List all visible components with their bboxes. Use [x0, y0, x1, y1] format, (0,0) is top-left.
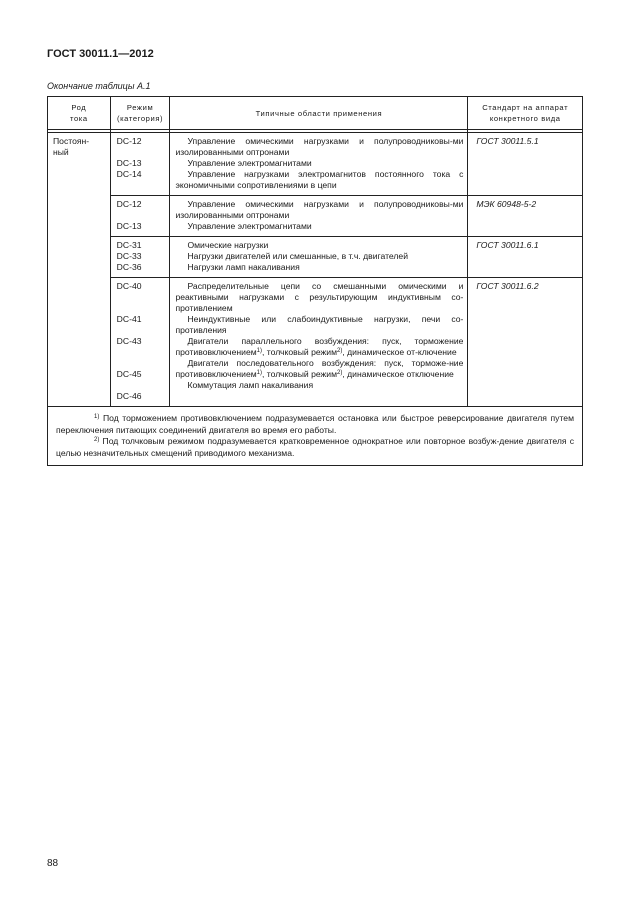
standards-table — [47, 96, 583, 466]
current-kind-cell: Постоян- ный — [48, 133, 111, 407]
document-title: ГОСТ 30011.1—2012 — [47, 48, 154, 60]
standard-cell: МЭК 60948-5-2 — [468, 196, 583, 237]
applications-cell: Распределительные цепи со смешанными омическими и реактивными нагрузками с результирующим индуктивным со-противлением Неиндуктивные или слабоиндуктивные нагрузки, печи со-противления Двигатели параллельного возбуждения: пуск, торможение противовключением$^{1)}$, толчковый режим$^{2)}$, динамическое от-ключение Двигатели последовательного возбуждения: пуск, торможе-ние противовключением$^{1)}$, толчковый режим$^{2)}$, динамическое отключение Коммутация ламп накаливания — [170, 278, 468, 407]
table-row — [48, 196, 583, 237]
header-applications: Типичные области применения — [170, 97, 468, 130]
footnote: $^{1)}$ Под торможением противовключением подразумевается остановка или быстрое реверсирование двигателя путем переключения питающих соединений двигателя во время его работы. — [56, 413, 574, 435]
standard-cell: ГОСТ 30011.5.1 — [468, 133, 583, 196]
standard-cell: ГОСТ 30011.6.1 — [468, 237, 583, 278]
mode-cell: DC-40 DC-41 DC-43 DC-45 DC-46 — [110, 278, 170, 407]
footnote-ref: 2) — [337, 348, 343, 354]
footnotes-cell — [48, 407, 583, 466]
footnote-ref: 2) — [337, 370, 343, 376]
footnote-ref: 1) — [256, 348, 263, 354]
footnote-ref: 1) — [256, 370, 263, 376]
table-row — [48, 133, 583, 196]
mode-cell: DC-12 DC-13 — [110, 196, 170, 237]
table-header-row — [48, 97, 583, 130]
table-caption: Окончание таблицы А.1 — [47, 81, 151, 91]
mode-cell: DC-31 DC-33 DC-36 — [110, 237, 170, 278]
table-row — [48, 237, 583, 278]
standard-cell: ГОСТ 30011.6.2 — [468, 278, 583, 407]
table-row — [48, 278, 583, 407]
applications-cell: Управление омическими нагрузками и полупроводниковы-ми изолированными оптронами Управление электромагнитами — [170, 196, 468, 237]
footnotes-row — [48, 407, 583, 466]
page-number: 88 — [47, 858, 59, 869]
applications-cell: Управление омическими нагрузками и полупроводниковы-ми изолированными оптронами Управление электромагнитами Управление нагрузками электромагнитов постоянного тока с экономичными сопротивлениями в цепи — [170, 133, 468, 196]
header-mode: Режим (категория) — [110, 97, 170, 130]
applications-cell: Омические нагрузки Нагрузки двигателей или смешанные, в т.ч. двигателей Нагрузки ламп накаливания — [170, 237, 468, 278]
mode-cell: DC-12 DC-13 DC-14 — [110, 133, 170, 196]
header-current-kind: Род тока — [48, 97, 111, 130]
footnote: $^{2)}$ Под толчковым режимом подразумевается кратковременное однократное или повторное возбуж-дение двигателя с целью незначительных смещений приводимого механизма. — [56, 436, 574, 458]
header-standard: Стандарт на аппарат конкретного вида — [468, 97, 583, 130]
